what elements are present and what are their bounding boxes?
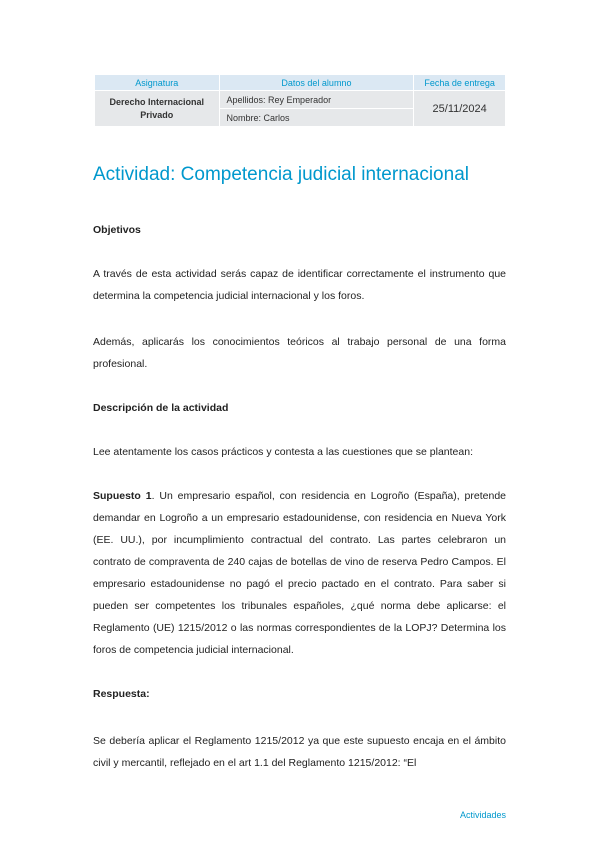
subject-line-1: Derecho Internacional (109, 96, 205, 107)
header-student-label: Datos del alumno (219, 75, 414, 91)
objectives-paragraph-2: Además, aplicarás los conocimientos teóricos al trabajo personal de una forma profesional. (93, 336, 506, 370)
description-paragraph: Lee atentamente los casos prácticos y contesta a las cuestiones que se plantean: (93, 446, 473, 458)
header-subject-label: Asignatura (95, 75, 220, 91)
surname-cell: Apellidos: Rey Emperador (219, 91, 414, 109)
case-paragraph (93, 485, 506, 661)
header-table (94, 74, 506, 127)
answer-paragraph: Se debería aplicar el Reglamento 1215/2012 ya que este supuesto encaja en el ámbito civil y mercantil, reflejado en el art 1.1 del Reglamento 1215/2012: “El (93, 735, 506, 769)
description-heading: Descripción de la actividad (93, 402, 229, 414)
date-cell: 25/11/2024 (414, 91, 506, 127)
activity-title: Actividad: Competencia judicial internacional (93, 164, 469, 185)
objectives-heading: Objetivos (93, 224, 141, 236)
name-cell: Nombre: Carlos (219, 109, 414, 127)
answer-heading: Respuesta: (93, 688, 150, 700)
case-text: . Un empresario español, con residencia en Logroño (España), pretende demandar en Logroño a un empresario estadounidense, con residencia en Nueva York (EE. UU.), por incumplimiento contractual del contrato. Las partes celebraron un contrato de compraventa de 240 cajas de botellas de vino de reserva Pedro Campos. El empresario estadounidense no pagó el precio pactado en el contrato. Para saber si pueden ser competentes los tribunales españoles, ¿qué norma debe aplicarse: el Reglamento (UE) 1215/2012 o las normas correspondientes de la LOPJ? Determina los foros de competencia judicial internacional. (93, 490, 507, 656)
objectives-paragraph-1: A través de esta actividad serás capaz de identificar correctamente el instrumento que determina la competencia judicial internacional y los foros. (93, 268, 506, 302)
case-label: Supuesto 1 (93, 490, 152, 502)
header-date-label: Fecha de entrega (414, 75, 506, 91)
footer-label: Actividades (460, 810, 507, 820)
subject-cell (95, 91, 220, 127)
subject-line-2: Privado (140, 109, 174, 120)
